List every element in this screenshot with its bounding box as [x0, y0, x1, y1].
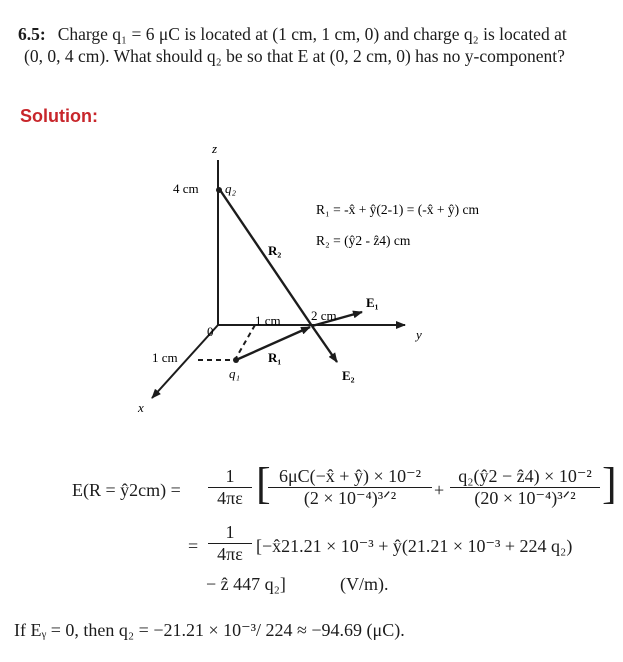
conclusion-text: If Eᵧ = 0, then q₂ = −21.21 × 10⁻³/ 224 ≈ −94.69 (μC). — [14, 620, 405, 640]
r2-equation: R₂ = (ŷ2 - ẑ4) cm — [316, 233, 411, 248]
prefactor-numerator: 1 — [208, 466, 252, 488]
origin-label: 0 — [207, 324, 214, 339]
plus-sign: + — [434, 480, 445, 500]
problem-text-1: Charge q₁ = 6 μC is located at (1 cm, 1 cm, 0) and charge q₂ is located at — [57, 24, 567, 44]
equals-sign: = — [188, 536, 199, 556]
q2-point — [216, 187, 222, 193]
x-axis-label: x — [138, 400, 144, 415]
term1-fraction — [268, 466, 432, 509]
e2-label: E₂ — [342, 368, 355, 383]
prefactor-fraction — [208, 466, 252, 509]
term2-denominator: (20 × 10⁻⁴)³ᐟ² — [474, 488, 576, 508]
left-bracket: [ — [256, 459, 271, 508]
term2-fraction — [450, 466, 600, 509]
r2-line — [220, 190, 312, 326]
prefactor-denominator-2: 4πε — [217, 544, 243, 564]
equation-line-3: − ẑ 447 q₂] — [206, 574, 286, 594]
solution-heading: Solution: — [20, 106, 98, 126]
y-axis-label: y — [416, 327, 422, 342]
y-2cm-label: 2 cm — [311, 308, 337, 323]
r1-label: R₁ — [268, 350, 282, 365]
term2-numerator: q₂(ŷ2 − ẑ4) × 10⁻² — [450, 466, 600, 488]
r2-label: R₂ — [268, 243, 282, 258]
term1-denominator: (2 × 10⁻⁴)³ᐟ² — [303, 488, 397, 508]
q1-point — [233, 357, 239, 363]
prefactor-fraction-2 — [208, 522, 252, 565]
equation-lhs: E(R = ŷ2cm) = — [72, 480, 181, 500]
height-4cm-label: 4 cm — [173, 181, 199, 196]
problem-number: 6.5: — [18, 24, 46, 44]
equation-line-2: [−x̂21.21 × 10⁻³ + ŷ(21.21 × 10⁻³ + 224 q₂) — [256, 536, 573, 556]
q2-label: q₂ — [225, 181, 237, 196]
e2-vector — [312, 326, 337, 362]
x-1cm-label: 1 cm — [152, 350, 178, 365]
prefactor-numerator-2: 1 — [208, 522, 252, 544]
y-1cm-label: 1 cm — [255, 313, 281, 328]
e1-label: E₁ — [366, 295, 379, 310]
q1-label: q₁ — [229, 366, 241, 381]
problem-statement-line-2: (0, 0, 4 cm). What should q₂ be so that E at (0, 2 cm, 0) has no y-component? — [24, 46, 565, 66]
right-bracket: ] — [602, 459, 617, 508]
prefactor-denominator: 4πε — [217, 488, 243, 508]
z-axis-label: z — [212, 141, 218, 156]
equation-units: (V/m). — [340, 574, 389, 594]
r1-equation: R₁ = -x̂ + ŷ(2-1) = (-x̂ + ŷ) cm — [316, 202, 480, 217]
term1-numerator: 6μC(−x̂ + ŷ) × 10⁻² — [268, 466, 432, 488]
